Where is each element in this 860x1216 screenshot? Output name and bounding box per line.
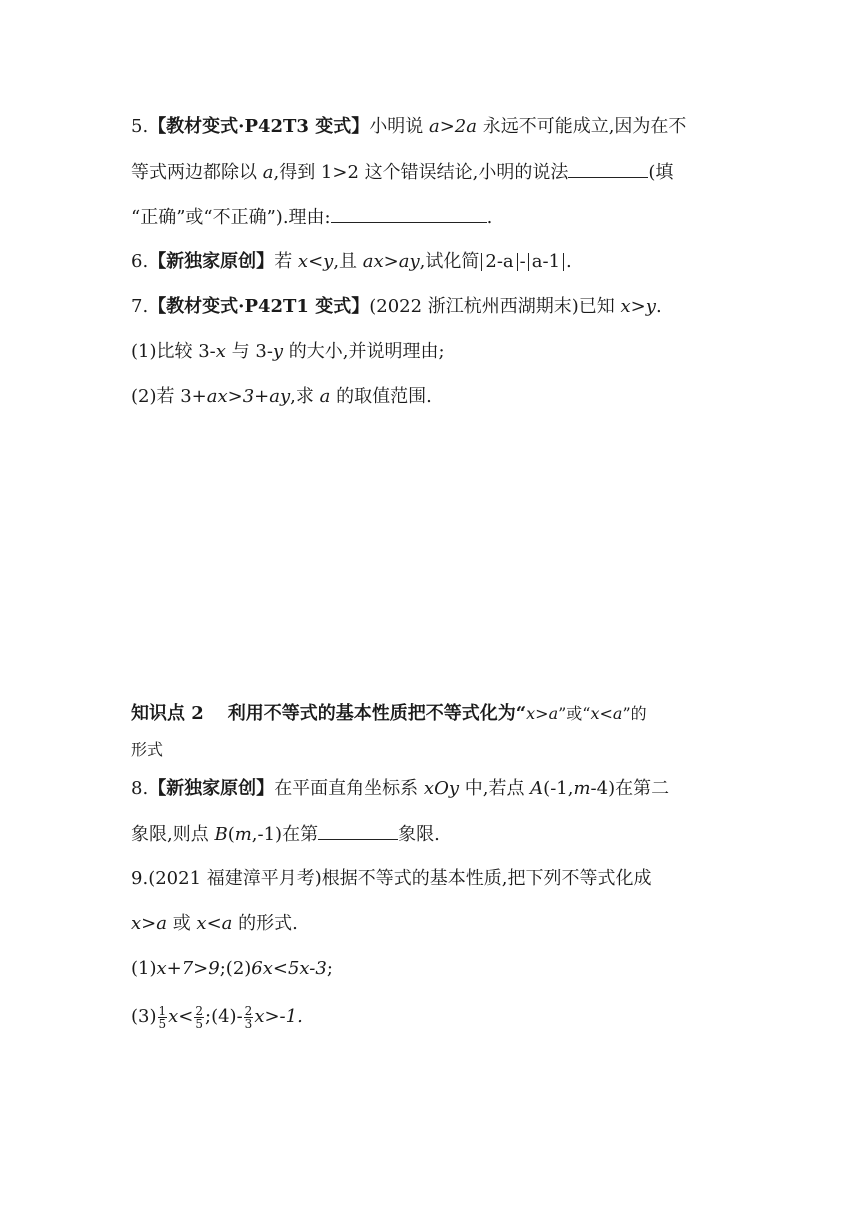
q6-condition: ax>ay — [362, 251, 420, 272]
q6-number: 6. — [131, 251, 149, 272]
q9-number: 9. — [131, 868, 149, 889]
q5-text: “正确”或“不正确”).理由: — [131, 207, 331, 228]
q6-line — [131, 249, 731, 275]
q8-answer-blank[interactable] — [318, 821, 398, 840]
q5-number: 5. — [131, 116, 149, 137]
q5-tag: 【教材变式·P42T3 变式】 — [148, 116, 370, 137]
q7-variable: x — [215, 341, 226, 362]
q9-text: ;(4)- — [205, 1006, 243, 1027]
q9-form: x>a — [131, 913, 167, 934]
fraction-denominator: 5 — [158, 1016, 167, 1031]
q7-text: . — [655, 296, 662, 317]
q5-reason-blank[interactable] — [331, 204, 487, 223]
q8-coordinate-system: xOy — [423, 778, 459, 799]
q5-text: 等式两边都除以 — [131, 162, 263, 183]
q7-text: (2)若 3+ — [131, 386, 207, 407]
q7-text: 的大小,并说明理由; — [283, 341, 445, 362]
q8-text: 象限,则点 — [131, 824, 215, 845]
q7-condition: x>y — [620, 296, 656, 317]
q5-variable: a — [262, 162, 274, 183]
q7-text: (1)比较 3- — [131, 341, 216, 362]
q9-text: ;(2) — [219, 958, 252, 979]
fraction-numerator: 2 — [244, 1003, 253, 1018]
q9-form: x<a — [196, 913, 233, 934]
q7-text: 与 3- — [225, 341, 273, 362]
q8-text: -4)在第二 — [590, 778, 670, 799]
knowledge-point-title: 利用不等式的基本性质把不等式化为“ — [227, 703, 527, 724]
q6-text: . — [566, 251, 572, 272]
q8-number: 8. — [131, 778, 149, 799]
q7-source: (2022 浙江杭州西湖期末)已知 — [369, 296, 621, 317]
q8-line-2 — [131, 821, 731, 848]
q6-condition: x<y — [297, 251, 334, 272]
q7-part-2 — [131, 384, 731, 410]
fraction-denominator: 5 — [195, 1016, 204, 1031]
q7-text: 的取值范围. — [330, 386, 432, 407]
q9-expression: 6x<5x-3 — [251, 958, 327, 979]
q5-text: 小明说 — [369, 116, 429, 137]
q5-text: (填 — [648, 162, 674, 183]
q8-line-1 — [131, 776, 731, 802]
q6-abs-value: 2-a — [481, 253, 517, 271]
knowledge-point-heading — [131, 701, 647, 727]
q8-text: ,-1)在第 — [251, 824, 319, 845]
q9-text: (1) — [131, 958, 157, 979]
knowledge-point-text: ”的 — [622, 704, 647, 723]
q5-line-2 — [131, 159, 731, 186]
q8-text: 在平面直角坐标系 — [274, 778, 424, 799]
q9-line-3 — [131, 956, 731, 982]
q7-line-1 — [131, 294, 731, 320]
q6-abs-value: a-1 — [528, 253, 564, 271]
q5-text: . — [486, 207, 493, 228]
q5-text: ,得到 1>2 这个错误结论,小明的说法 — [273, 162, 569, 183]
q7-number: 7. — [131, 296, 149, 317]
q8-point: A — [530, 778, 544, 799]
q6-text: - — [519, 251, 526, 272]
knowledge-point-text: ”或“ — [558, 704, 591, 723]
q9-text: 的形式. — [232, 913, 298, 934]
q9-fraction — [158, 1005, 168, 1030]
q8-variable: m — [573, 778, 591, 799]
q7-text: ,求 — [290, 386, 320, 407]
q5-text: 永远不可能成立,因为在不 — [476, 116, 687, 137]
knowledge-point-form: x>a — [526, 704, 559, 723]
q8-text: 中,若点 — [459, 778, 531, 799]
q7-variable: a — [319, 386, 331, 407]
knowledge-point-form: x<a — [590, 704, 623, 723]
q5-answer-blank[interactable] — [568, 159, 648, 178]
q9-fraction — [194, 1005, 204, 1030]
q9-expression: x+7>9 — [156, 958, 220, 979]
knowledge-point-heading-line-2: 形式 — [131, 740, 164, 759]
q6-tag: 【新独家原创】 — [148, 251, 275, 272]
q9-expression: x>-1. — [254, 1006, 303, 1027]
q9-text: (2021 福建漳平月考)根据不等式的基本性质,把下列不等式化成 — [148, 868, 652, 889]
q8-text: (-1, — [543, 778, 574, 799]
q9-fraction — [244, 1005, 254, 1030]
q5-inequality: a>2a — [428, 116, 477, 137]
q7-inequality: ax>3+ay — [206, 386, 291, 407]
q8-text: ( — [227, 824, 235, 845]
q9-text: 或 — [166, 913, 197, 934]
q6-text: 若 — [274, 251, 298, 272]
q9-expression: x< — [168, 1006, 194, 1027]
fraction-numerator: 1 — [158, 1003, 167, 1018]
q6-text: ,试化简 — [419, 251, 480, 272]
fraction-denominator: 3 — [244, 1016, 253, 1031]
q8-point: B — [214, 824, 228, 845]
knowledge-point-label: 知识点 2 — [131, 703, 204, 724]
q8-text: 象限. — [398, 824, 440, 845]
q5-line-1 — [131, 114, 731, 140]
q9-line-1 — [131, 866, 731, 892]
q9-line-4 — [131, 1004, 731, 1030]
q8-variable: m — [234, 824, 252, 845]
q6-text: ,且 — [333, 251, 363, 272]
q8-tag: 【新独家原创】 — [148, 778, 275, 799]
q7-part-1 — [131, 339, 731, 365]
q9-text: ; — [326, 958, 333, 979]
fraction-numerator: 2 — [195, 1003, 204, 1018]
q9-text: (3) — [131, 1006, 157, 1027]
q5-line-3 — [131, 204, 731, 231]
q7-variable: y — [272, 341, 284, 362]
q9-line-2 — [131, 911, 731, 937]
q7-tag: 【教材变式·P42T1 变式】 — [148, 296, 370, 317]
